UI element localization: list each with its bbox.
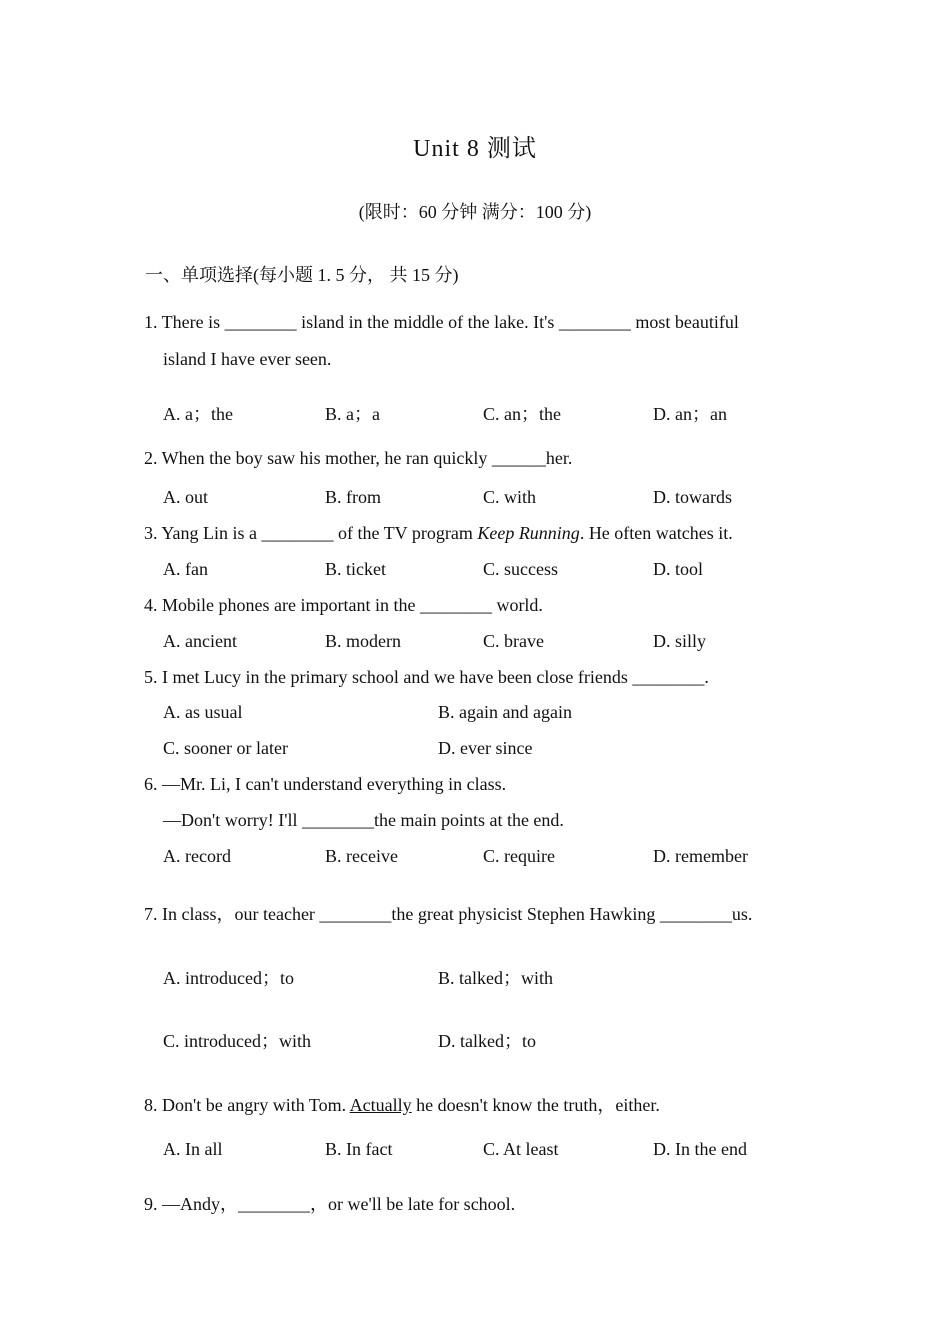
question-8-text-pre: 8. Don't be angry with Tom. [144, 1095, 350, 1115]
question-4-option-c: C. brave [483, 631, 544, 651]
question-9-text: 9. —Andy，________，or we'll be late for school. [144, 1194, 516, 1214]
question-1-text-cont: island I have ever seen. [163, 349, 332, 369]
question-8-option-b: B. In fact [325, 1139, 393, 1159]
question-6-option-a: A. record [163, 846, 231, 866]
question-1-text: 1. There is ________ island in the middle of the lake. It's ________ most beautiful [144, 312, 739, 332]
question-4-option-a: A. ancient [163, 631, 237, 651]
question-8-text [144, 1091, 660, 1117]
question-5-text: 5. I met Lucy in the primary school and we have been close friends ________. [144, 667, 709, 687]
underlined-word: Actually [349, 1095, 412, 1115]
question-8-text-post: he doesn't know the truth，either. [411, 1095, 660, 1115]
question-8-option-d: D. In the end [653, 1139, 747, 1159]
question-7-option-d: D. talked；to [438, 1031, 536, 1051]
question-4-text: 4. Mobile phones are important in the ________ world. [144, 595, 543, 615]
question-1-option-b: B. a；a [325, 404, 380, 424]
question-4-option-b: B. modern [325, 631, 401, 651]
page-title: Unit 8 测试 [413, 136, 537, 162]
question-3-option-a: A. fan [163, 559, 208, 579]
question-3-text [144, 523, 733, 544]
question-5-option-d: D. ever since [438, 738, 533, 758]
question-7-text: 7. In class，our teacher ________the great physicist Stephen Hawking ________us. [144, 904, 753, 924]
question-7-option-a: A. introduced；to [163, 968, 294, 988]
question-8-option-c: C. At least [483, 1139, 559, 1159]
question-3-text-post: . He often watches it. [579, 523, 733, 543]
question-6-option-b: B. receive [325, 846, 398, 866]
question-3-option-c: C. success [483, 559, 558, 579]
question-3-text-pre: 3. Yang Lin is a ________ of the TV program [144, 523, 478, 543]
question-6-text: 6. —Mr. Li, I can't understand everything in class. [144, 774, 507, 794]
question-1-option-c: C. an；the [483, 404, 561, 424]
question-2-text: 2. When the boy saw his mother, he ran quickly ______her. [144, 448, 573, 468]
question-8-option-a: A. In all [163, 1139, 223, 1159]
question-2-option-d: D. towards [653, 487, 732, 507]
question-7-option-b: B. talked；with [438, 968, 553, 988]
program-title: Keep Running [477, 523, 580, 543]
question-5-option-b: B. again and again [438, 702, 572, 722]
question-5-option-a: A. as usual [163, 702, 243, 722]
question-6-text-cont: —Don't worry! I'll ________the main points at the end. [163, 810, 564, 830]
question-3-option-b: B. ticket [325, 559, 386, 579]
question-7-option-c: C. introduced；with [163, 1031, 311, 1051]
question-2-option-c: C. with [483, 487, 537, 507]
question-6-option-c: C. require [483, 846, 555, 866]
question-3-option-d: D. tool [653, 559, 704, 579]
question-4-option-d: D. silly [653, 631, 707, 651]
question-1-option-a: A. a；the [163, 404, 233, 424]
question-6-option-d: D. remember [653, 846, 748, 866]
section-heading: 一、单项选择(每小题 1. 5 分， 共 15 分) [145, 265, 459, 285]
question-1-option-d: D. an；an [653, 404, 727, 424]
question-2-option-a: A. out [163, 487, 208, 507]
exam-info: (限时：60 分钟 满分：100 分) [358, 202, 592, 222]
question-2-option-b: B. from [325, 487, 381, 507]
question-5-option-c: C. sooner or later [163, 738, 288, 758]
